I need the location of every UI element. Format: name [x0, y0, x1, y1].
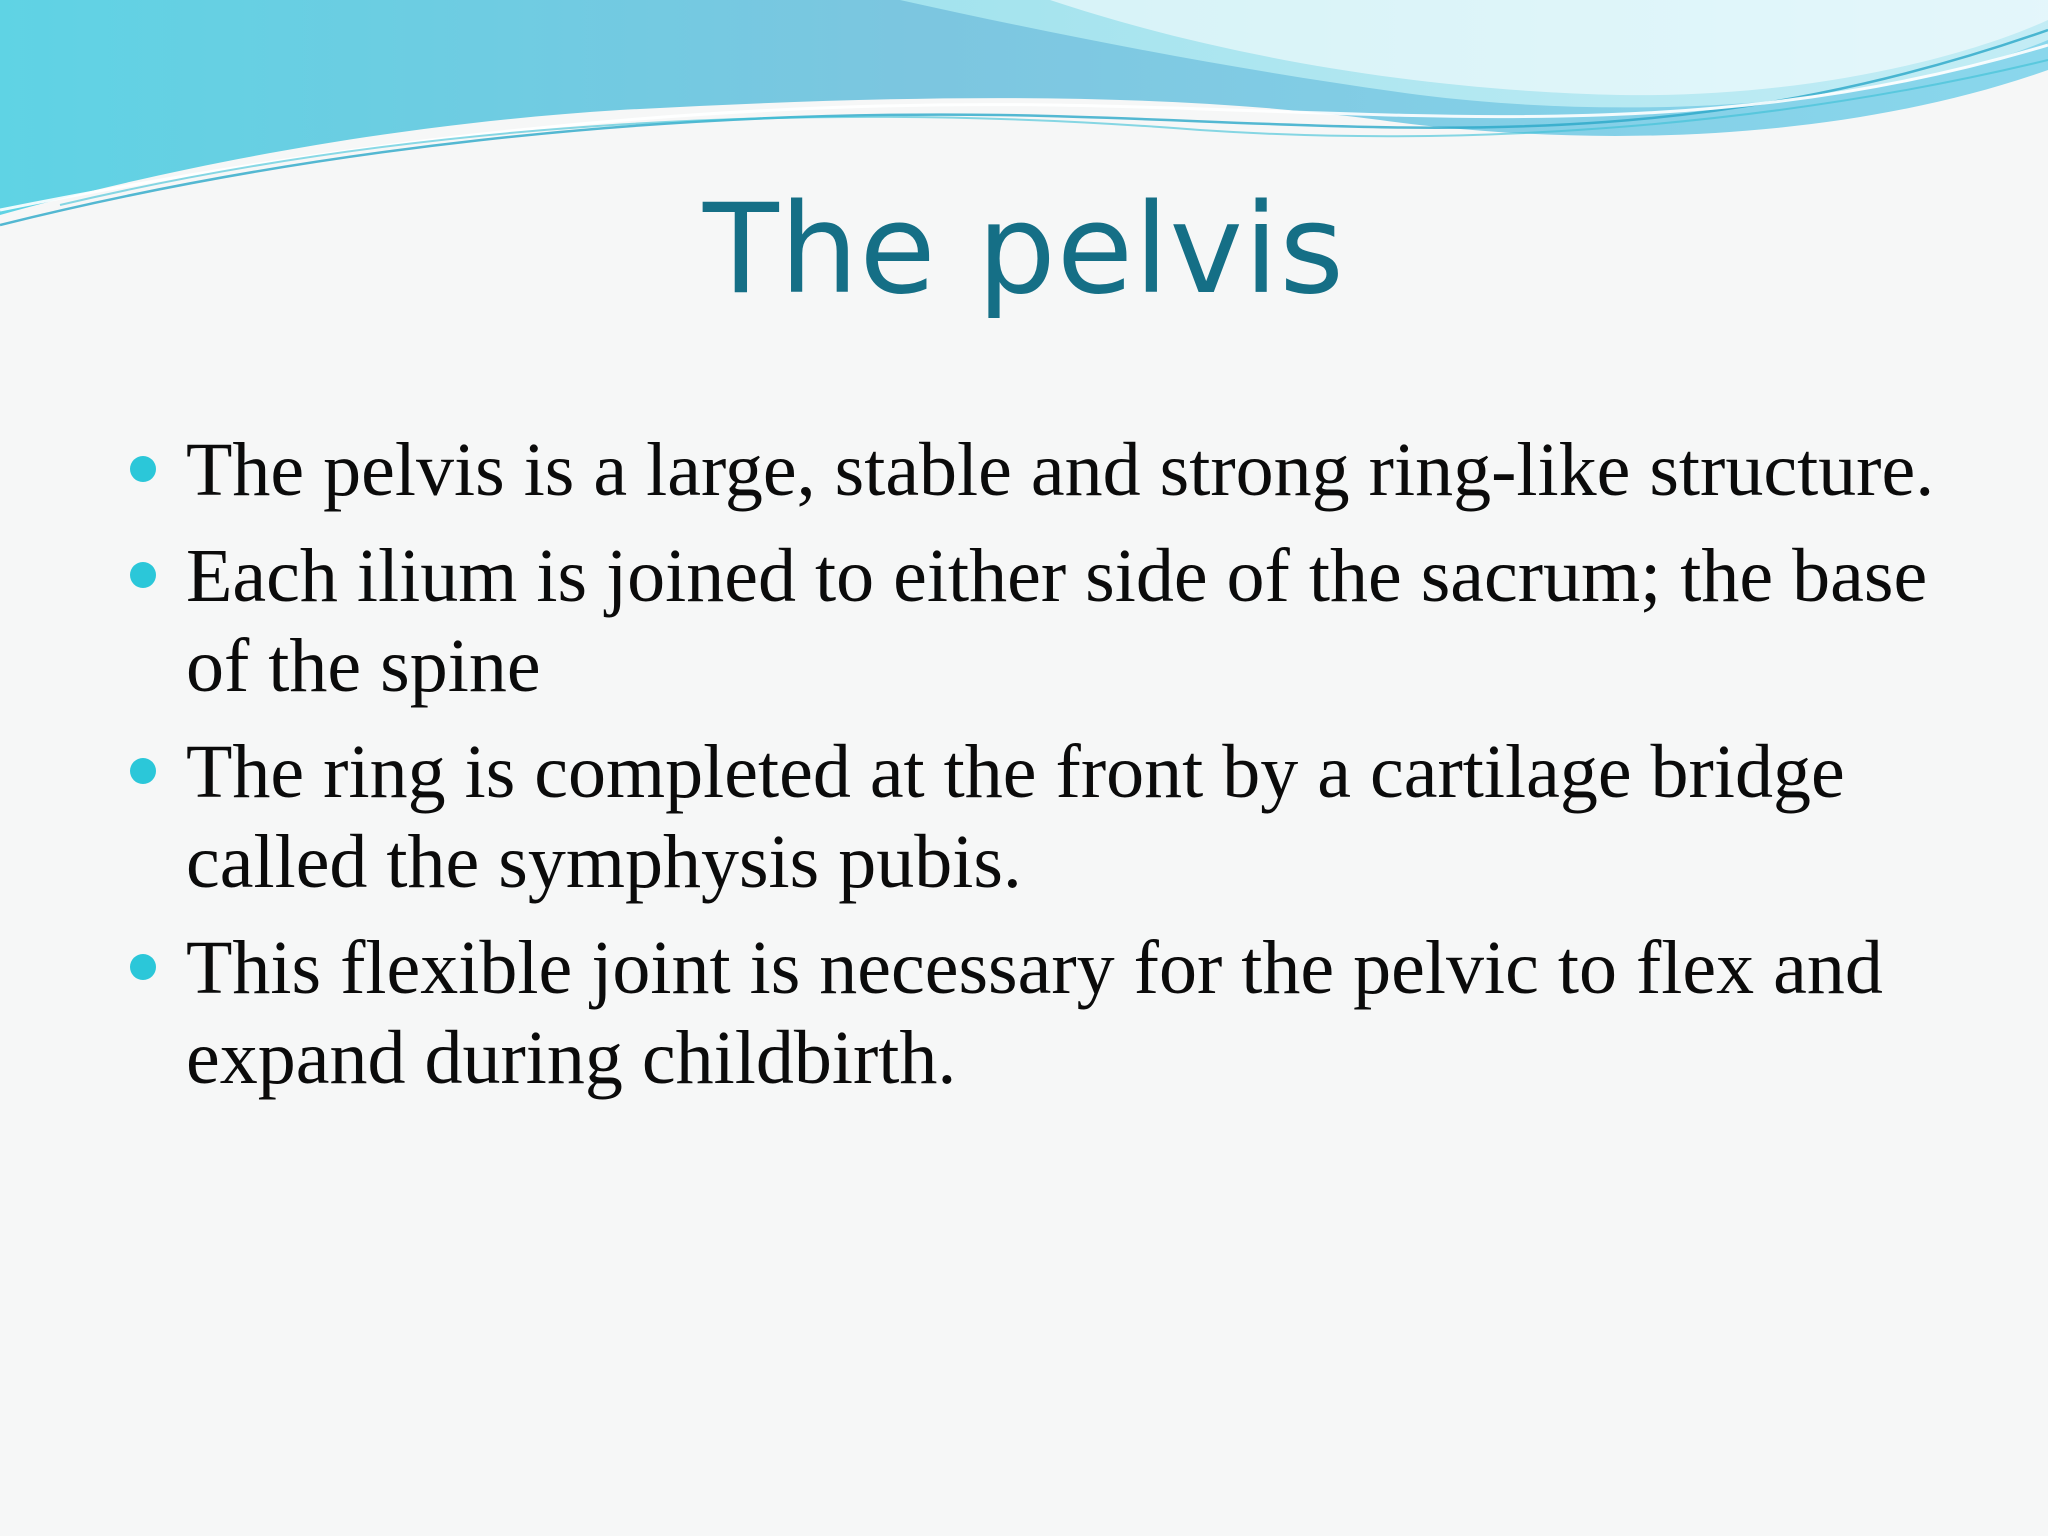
- bullet-text: Each ilium is joined to either side of the sacrum; the base of the spine: [186, 534, 1928, 708]
- bullet-list: [130, 425, 1990, 1119]
- bullet-text: This flexible joint is necessary for the pelvic to flex and expand during childbirth.: [186, 926, 1883, 1100]
- bullet-dot-icon: [130, 758, 156, 784]
- bullet-dot-icon: [130, 562, 156, 588]
- bullet-item: [130, 727, 1990, 907]
- bullet-dot-icon: [130, 456, 156, 482]
- slide-title: The pelvis: [703, 178, 1345, 322]
- bullet-item: [130, 425, 1990, 515]
- bullet-dot-icon: [130, 954, 156, 980]
- bullet-text: The pelvis is a large, stable and strong ring-like structure.: [186, 428, 1935, 512]
- bullet-text: The ring is completed at the front by a cartilage bridge called the symphysis pubis.: [186, 730, 1845, 904]
- bullet-item: [130, 531, 1990, 711]
- bullet-item: [130, 923, 1990, 1103]
